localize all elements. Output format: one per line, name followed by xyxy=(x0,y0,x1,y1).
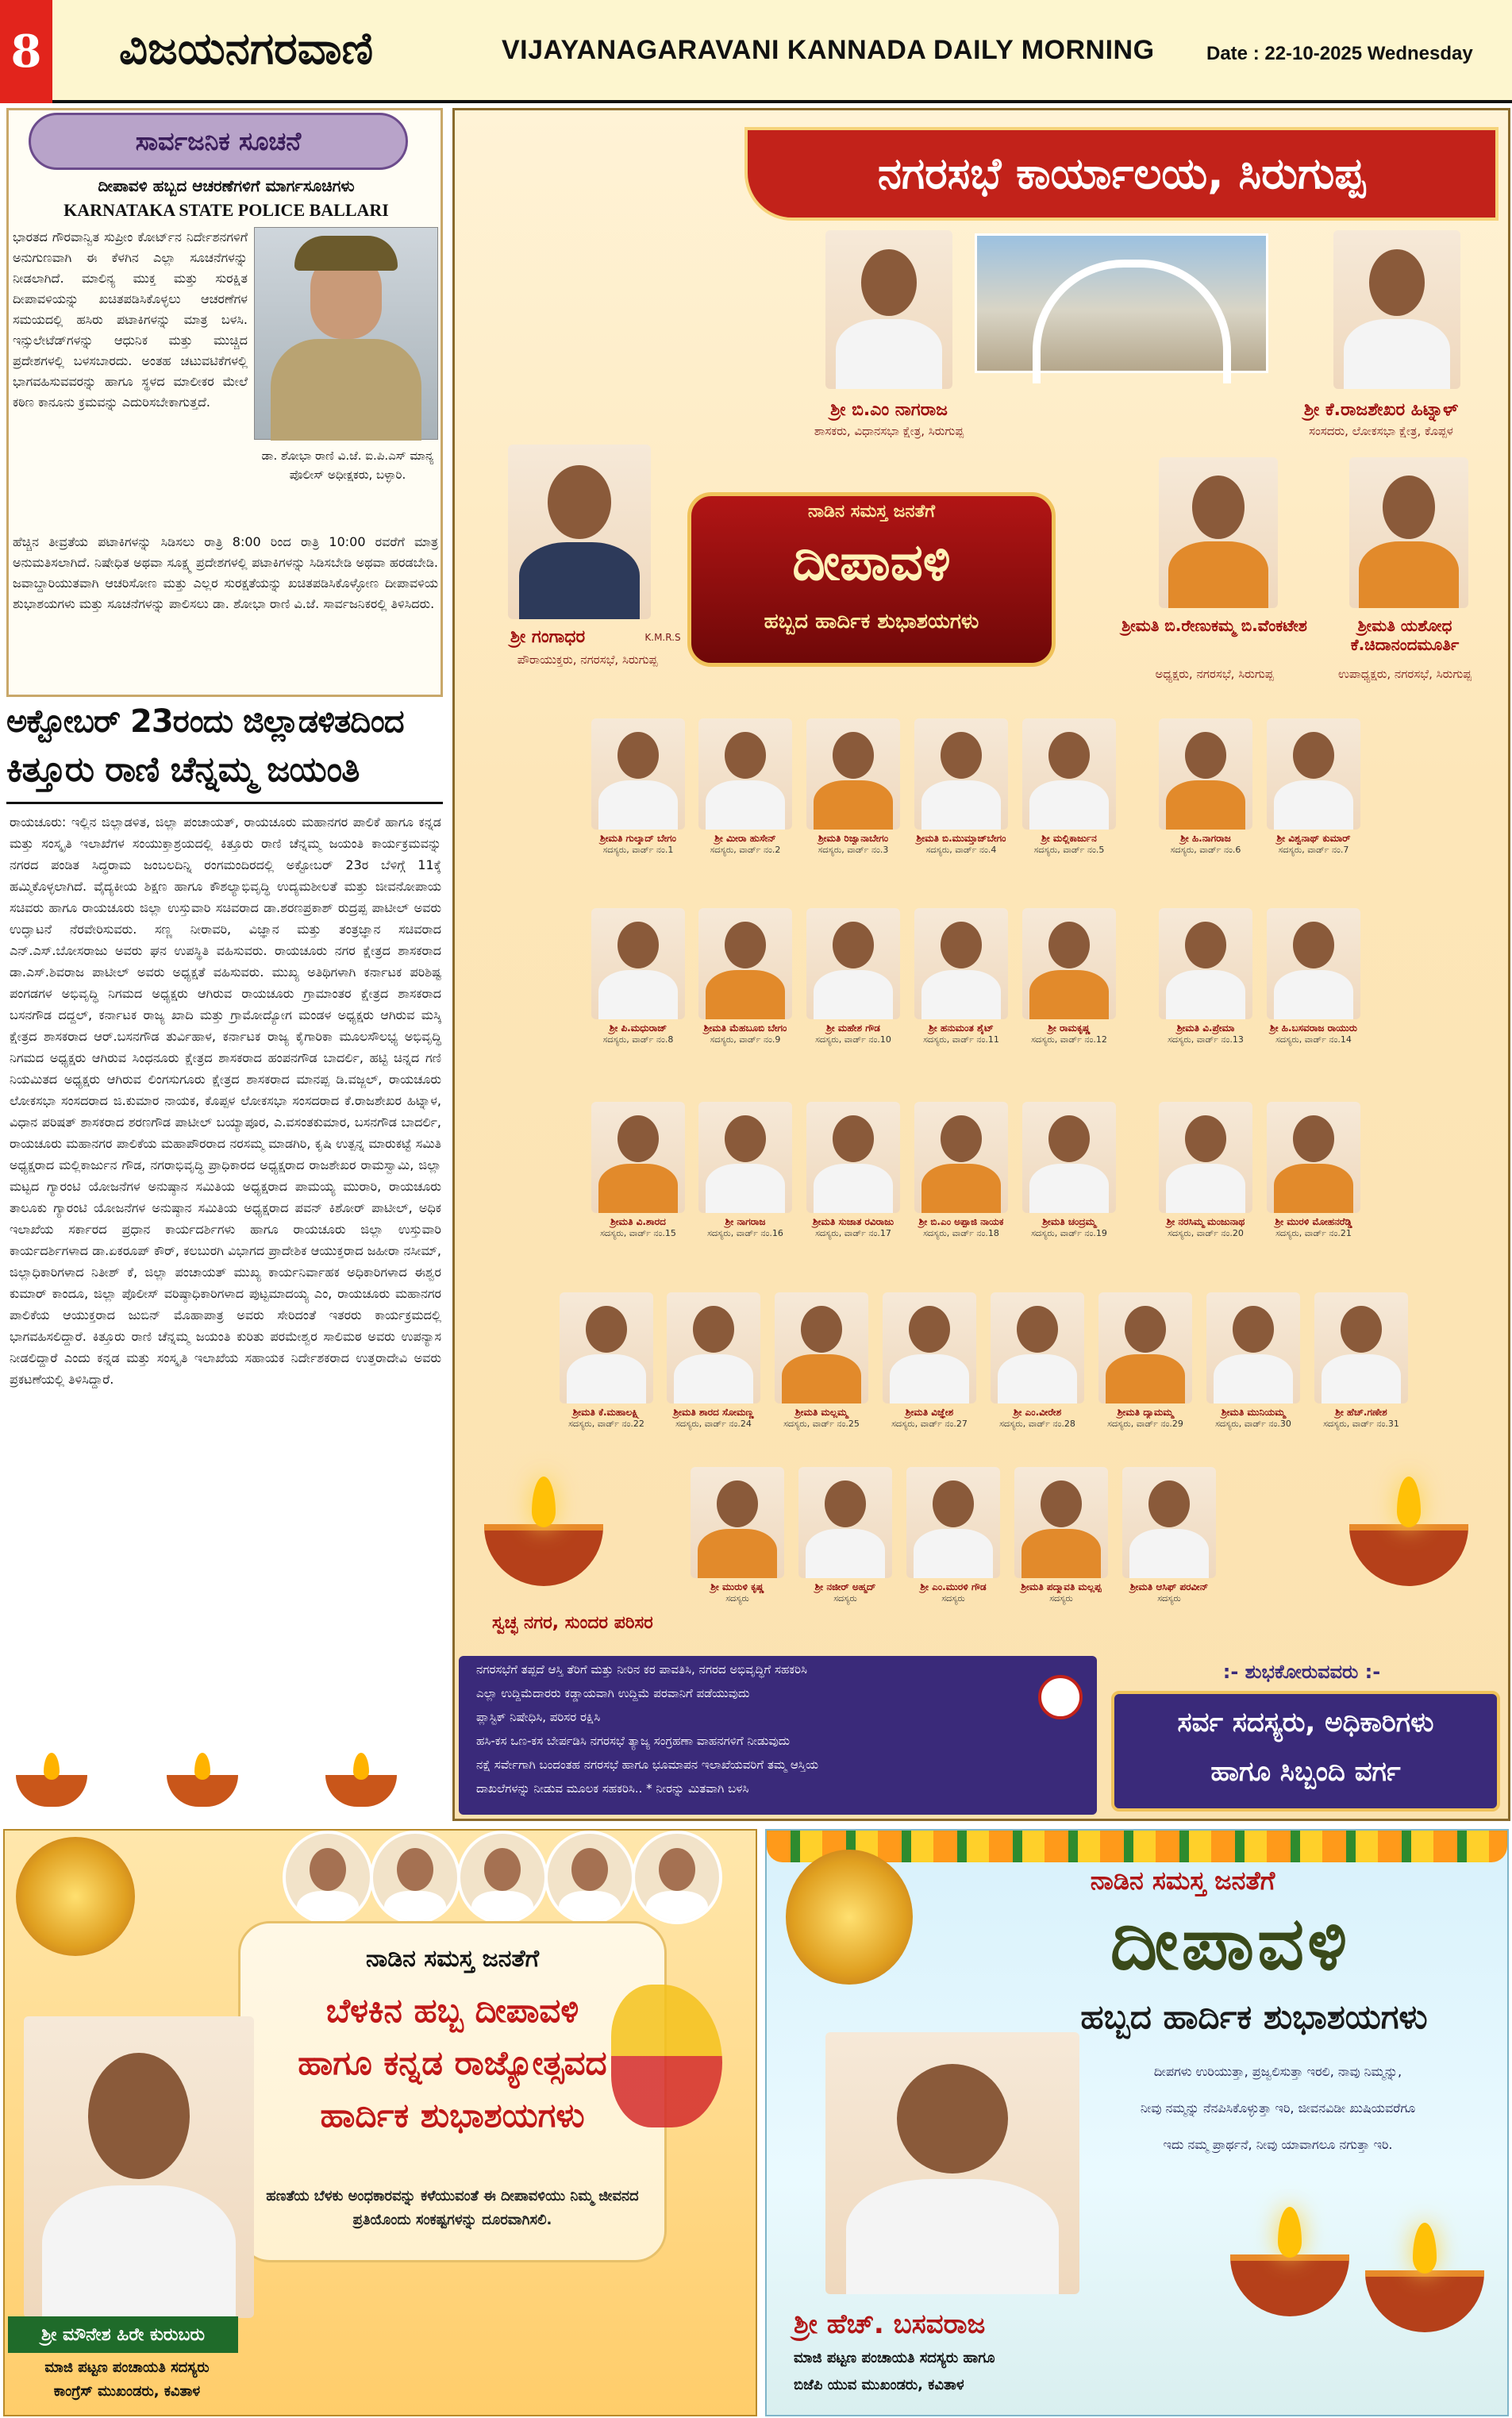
member-card xyxy=(914,908,1008,1045)
member-card xyxy=(1014,1467,1108,1604)
notice-subtitle: ದೀಪಾವಳಿ ಹಬ್ಬದ ಆಚರಣೆಗಳಿಗೆ ಮಾರ್ಗಸೂಚಿಗಳು xyxy=(98,176,355,195)
notice-organization: KARNATAKA STATE POLICE BALLARI xyxy=(63,200,389,220)
member-portrait xyxy=(1098,1292,1192,1403)
member-card xyxy=(1267,1102,1360,1239)
member-ward: ಸದಸ್ಯರು, ವಾರ್ಡ್ ನಂ.30 xyxy=(1215,1419,1291,1429)
member-name: ಶ್ರೀ ಹಿ.ನಾಗರಾಜ xyxy=(1180,833,1231,844)
diya-icon xyxy=(159,1753,246,1808)
member-card xyxy=(1314,1292,1408,1430)
member-portrait xyxy=(914,718,1008,830)
member-ward: ಸದಸ್ಯರು, ವಾರ್ಡ್ ನಂ.31 xyxy=(1323,1419,1399,1429)
member-name: ಶ್ರೀ ನಜೀರ್ ಅಹ್ಮದ್ xyxy=(814,1581,876,1592)
member-card xyxy=(914,718,1008,856)
member-ward: ಸದಸ್ಯರು, ವಾರ್ಡ್ ನಂ.19 xyxy=(1031,1228,1107,1238)
member-card xyxy=(698,908,792,1045)
diya-icon xyxy=(1222,2207,1357,2318)
member-portrait xyxy=(1267,1102,1360,1213)
member-ward: ಸದಸ್ಯರು, ವಾರ್ಡ್ ನಂ.18 xyxy=(923,1228,999,1238)
leader-portrait xyxy=(1333,230,1460,389)
member-card xyxy=(560,1292,653,1430)
member-card xyxy=(591,1102,685,1239)
diya-icon xyxy=(1341,1477,1476,1588)
article-headline-line2: ಕಿತ್ತೂರು ರಾಣಿ ಚೆನ್ನಮ್ಮ ಜಯಂತಿ xyxy=(6,749,360,790)
member-name: ಶ್ರೀಮತಿ ಪದ್ಮಾವತಿ ಮಲ್ಲಪ್ಪ xyxy=(1021,1581,1102,1592)
notice-body-top: ಭಾರತದ ಗೌರವಾನ್ವಿತ ಸುಪ್ರೀಂ ಕೋರ್ಟ್‌ನ ನಿರ್ದೇಶನಗಳಿಗೆ ಅನುಗುಣವಾಗಿ ಈ ಕೆಳಗಿನ ಎಲ್ಲಾ ಸೂಚನೆಗಳನ್ನು ನೀಡಲಾಗಿದೆ. ಮಾಲಿನ್ಯ ಮುಕ್ತ ಮತ್ತು ಸುರಕ್ಷಿತ ದೀಪಾವಳಿಯನ್ನು ಖಚಿತಪಡಿಸಿಕೊಳ್ಳಲು ಆಚರಣೆಗಳ ಸಮಯದಲ್ಲಿ ಹಸಿರು ಪಟಾಕಿಗಳನ್ನು ಮಾತ್ರ ಬಳಸಿ. ಇನ್ಸುಲೇಟೆಡ್‌ಗಳನ್ನು ಆಧುನಿಕ ಮತ್ತು ಮುಚ್ಚಿದ ಪ್ರದೇಶಗಳಲ್ಲಿ ಬಳಸಬಾರದು. ಅಂತಹ ಚಟುವಟಿಕೆಗಳಲ್ಲಿ ಭಾಗವಹಿಸುವವರನ್ನು ಹಾಗೂ ಸ್ಥಳದ ಮಾಲೀಕರ ಮೇಲೆ ಕಠಿಣ ಕಾನೂನು ಕ್ರಮವನ್ನು ಎದುರಿಸಬೇಕಾಗುತ್ತದೆ. xyxy=(13,229,248,410)
member-ward: ಸದಸ್ಯರು, ವಾರ್ಡ್ ನಂ.27 xyxy=(891,1419,968,1429)
member-card xyxy=(1267,908,1360,1045)
notice-title: ಸಾರ್ವಜನಿಕ ಸೂಚನೆ xyxy=(29,113,408,170)
member-card xyxy=(698,1102,792,1239)
member-ward: ಸದಸ್ಯರು, ವಾರ್ಡ್ ನಂ.2 xyxy=(710,845,781,855)
member-card xyxy=(591,908,685,1045)
member-ward: ಸದಸ್ಯರು, ವಾರ್ಡ್ ನಂ.28 xyxy=(999,1419,1075,1429)
member-name: ಶ್ರೀ ಎಂ.ವೀರೇಶ xyxy=(1013,1407,1062,1418)
member-name: ಶ್ರೀಮತಿ ಕೆ.ಮಹಾಲಕ್ಷ್ಮಿ xyxy=(572,1407,641,1418)
member-name: ಶ್ರೀ ನರಸಿಮ್ಮ ಮಂಜುನಾಥ xyxy=(1166,1216,1245,1227)
greeters-line2: ಹಾಗೂ ಸಿಬ್ಬಂದಿ ವರ್ಗ xyxy=(1210,1756,1401,1788)
lakshmi-image xyxy=(786,1850,913,1985)
member-ward: ಸದಸ್ಯರು, ವಾರ್ಡ್ ನಂ.1 xyxy=(602,845,674,855)
leader-name: ಶ್ರೀ ಗಂಗಾಧರ xyxy=(510,627,586,647)
issue-date: Date : 22-10-2025 Wednesday xyxy=(1206,43,1473,64)
member-ward: ಸದಸ್ಯರು xyxy=(1157,1593,1181,1604)
leader-role: ಶಾಸಕರು, ವಿಧಾನಸಭಾ ಕ್ಷೇತ್ರ, ಸಿರುಗುಪ್ಪ xyxy=(814,424,964,438)
diya-icon xyxy=(317,1753,405,1808)
member-name: ಶ್ರೀಮತಿ ಗುಲ್ಶಾದ್ ಬೇಗಂ xyxy=(600,833,676,844)
sponsor-name: ಶ್ರೀ ಮೌನೇಶ ಹಿರೇ ಕುರುಬರು xyxy=(8,2316,238,2353)
member-card xyxy=(1206,1292,1300,1430)
member-card xyxy=(806,1102,900,1239)
member-portrait xyxy=(698,718,792,830)
article-headline-line1: ಅಕ್ಟೋಬರ್ 23ರಂದು ಜಿಲ್ಲಾಡಳಿತದಿಂದ xyxy=(6,703,404,740)
member-name: ಶ್ರೀ ನಾಗರಾಜ xyxy=(725,1216,766,1227)
sponsor-role: ಬಿಜೆಪಿ ಯುವ ಮುಖಂಡರು, ಕವಿತಾಳ xyxy=(794,2377,964,2393)
info-line: ಪ್ಲಾಸ್ಟಿಕ್ ನಿಷೇಧಿಸಿ, ಪರಿಸರ ರಕ್ಷಿಸಿ xyxy=(476,1710,601,1724)
member-card xyxy=(691,1467,784,1604)
member-ward: ಸದಸ್ಯರು, ವಾರ್ಡ್ ನಂ.22 xyxy=(568,1419,644,1429)
greeting-preface: ನಾಡಿನ ಸಮಸ್ತ ಜನತೆಗೆ xyxy=(365,1945,540,1973)
greeting-line3: ಹಾರ್ದಿಕ ಶುಭಾಶಯಗಳು xyxy=(320,2096,585,2135)
greeting-verse-line: ದೀಪಗಳು ಉರಿಯುತ್ತಾ, ಪ್ರಜ್ವಲಿಸುತ್ತಾ ಇರಲಿ, ನಾವು ನಿಮ್ಮನ್ನು, xyxy=(1153,2064,1402,2079)
diya-decoration-row xyxy=(0,1737,443,1816)
member-ward: ಸದಸ್ಯರು, ವಾರ್ಡ್ ನಂ.11 xyxy=(923,1034,999,1045)
sponsor-portrait xyxy=(825,2032,1079,2294)
member-portrait xyxy=(806,908,900,1019)
greeting-verse-line: ನೀವು ನಮ್ಮನ್ನು ನೆನಪಿಸಿಕೊಳ್ಳುತ್ತಾ ಇರಿ, ಜೀವನವಿಡೀ ಖುಷಿಯವರೆಗೂ xyxy=(1140,2100,1416,2116)
info-line: ನಗರಸಭೆಗೆ ತಪ್ಪದೆ ಆಸ್ತಿ ತೆರಿಗೆ ಮತ್ತು ನೀರಿನ ಕರ ಪಾವತಿಸಿ, ನಗರದ ಅಭಿವೃದ್ಧಿಗೆ ಸಹಕರಿಸಿ xyxy=(476,1662,808,1677)
member-portrait xyxy=(991,1292,1084,1403)
masthead-english: VIJAYANAGARAVANI KANNADA DAILY MORNING xyxy=(502,35,1155,65)
member-name: ಶ್ರೀ ಪಿ.ಮಧುರಾಜ್ xyxy=(609,1022,668,1034)
member-card xyxy=(1122,1467,1216,1604)
member-ward: ಸದಸ್ಯರು xyxy=(833,1593,857,1604)
member-name: ಶ್ರೀಮತಿ ವಿ.ಪ್ರೇಮಾ xyxy=(1176,1022,1235,1034)
leader-portrait xyxy=(1159,457,1278,608)
lakshmi-image xyxy=(16,1837,135,1956)
member-portrait xyxy=(914,908,1008,1019)
member-name: ಶ್ರೀಮತಿ ವಿ.ಶಾರದ xyxy=(610,1216,666,1227)
member-ward: ಸದಸ್ಯರು, ವಾರ್ಡ್ ನಂ.14 xyxy=(1275,1034,1352,1045)
member-ward: ಸದಸ್ಯರು, ವಾರ್ಡ್ ನಂ.3 xyxy=(818,845,889,855)
member-portrait xyxy=(560,1292,653,1403)
member-portrait xyxy=(906,1467,1000,1578)
member-portrait xyxy=(1159,908,1252,1019)
member-card xyxy=(775,1292,868,1430)
member-portrait xyxy=(1022,908,1116,1019)
sponsor-portrait xyxy=(24,2016,254,2318)
member-ward: ಸದಸ್ಯರು, ವಾರ್ಡ್ ನಂ.15 xyxy=(600,1228,676,1238)
member-card xyxy=(906,1467,1000,1604)
member-name: ಶ್ರೀಮತಿ ಆಸಿಫ್ ಪರವೀನ್ xyxy=(1129,1581,1209,1592)
member-name: ಶ್ರೀ ಮುರುಳಿ ಕೃಷ್ಣ xyxy=(710,1581,764,1592)
member-portrait xyxy=(1314,1292,1408,1403)
greeting-preface: ನಾಡಿನ ಸಮಸ್ತ ಜನತೆಗೆ xyxy=(1090,1865,1275,1896)
info-line: ಎಲ್ಲಾ ಉದ್ದಿಮೆದಾರರು ಕಡ್ಡಾಯವಾಗಿ ಉದ್ದಿಮೆ ಪರವಾನಿಗೆ ಪಡೆಯುವುದು xyxy=(476,1686,750,1700)
member-portrait xyxy=(1267,908,1360,1019)
member-ward: ಸದಸ್ಯರು, ವಾರ್ಡ್ ನಂ.4 xyxy=(925,845,997,855)
officer-caption: ಡಾ. ಶೋಭಾ ರಾಣಿ ವಿ.ಜೆ. ಐ.ಪಿ.ಎಸ್ ಮಾನ್ಯ ಪೊಲೀಸ್ ಅಧೀಕ್ಷಕರು, ಬಳ್ಳಾರಿ. xyxy=(261,449,434,482)
member-portrait xyxy=(698,908,792,1019)
member-ward: ಸದಸ್ಯರು, ವಾರ್ಡ್ ನಂ.25 xyxy=(783,1419,860,1429)
greeters-line1: ಸರ್ವ ಸದಸ್ಯರು, ಅಧಿಕಾರಿಗಳು xyxy=(1177,1707,1434,1738)
member-portrait xyxy=(883,1292,976,1403)
greeting-line2: ಹಾಗೂ ಕನ್ನಡ ರಾಜ್ಯೋತ್ಸವದ xyxy=(298,2043,607,2082)
sponsor-role: ಮಾಜಿ ಪಟ್ಟಣ ಪಂಚಾಯತಿ ಸದಸ್ಯರು xyxy=(44,2359,210,2376)
member-ward: ಸದಸ್ಯರು xyxy=(1049,1593,1073,1604)
member-ward: ಸದಸ್ಯರು, ವಾರ್ಡ್ ನಂ.8 xyxy=(602,1034,674,1045)
leader-role: ಉಪಾಧ್ಯಕ್ಷರು, ನಗರಸಭೆ, ಸಿರುಗುಪ್ಪ xyxy=(1338,667,1472,681)
member-ward: ಸದಸ್ಯರು, ವಾರ್ಡ್ ನಂ.5 xyxy=(1033,845,1105,855)
member-name: ಶ್ರೀಮತಿ ಮಲ್ಲಮ್ಮ xyxy=(794,1407,848,1418)
sponsor-role: ಕಾಂಗ್ರೆಸ್ ಮುಖಂಡರು, ಕವಿತಾಳ xyxy=(53,2383,201,2400)
greeting-preface: ನಾಡಿನ ಸಮಸ್ತ ಜನತೆಗೆ xyxy=(808,502,935,522)
council-office-photo xyxy=(975,233,1268,373)
leader-name: ಶ್ರೀಮತಿ ಯಶೋಧ ಕೆ.ಚಿದಾನಂದಮೂರ್ತಿ xyxy=(1350,616,1460,654)
headline-divider xyxy=(6,802,443,804)
diya-icon xyxy=(476,1477,611,1588)
member-ward: ಸದಸ್ಯರು, ವಾರ್ಡ್ ನಂ.21 xyxy=(1275,1228,1352,1238)
member-name: ಶ್ರೀ ಹೆಚ್.ಗಣೇಶ xyxy=(1335,1407,1387,1418)
member-ward: ಸದಸ್ಯರು, ವಾರ್ಡ್ ನಂ.24 xyxy=(675,1419,752,1429)
member-name: ಶ್ರೀಮತಿ ಚಂದ್ರಮ್ಮ xyxy=(1042,1216,1096,1227)
info-line: ನಕ್ಷೆ ಸರ್ವೇಗಾಗಿ ಬಂದಂತಹ ನಗರಸಭೆ ಹಾಗೂ ಭೂಮಾಪನ ಇಲಾಖೆಯವರಿಗೆ ತಮ್ಮ ಆಸ್ತಿಯ xyxy=(476,1758,819,1772)
info-line: ದಾಖಲೆಗಳನ್ನು ನೀಡುವ ಮೂಲಕ ಸಹಕರಿಸಿ.. * ನೀರನ್ನು ಮಿತವಾಗಿ ಬಳಸಿ xyxy=(476,1781,749,1796)
member-ward: ಸದಸ್ಯರು, ವಾರ್ಡ್ ನಂ.16 xyxy=(707,1228,783,1238)
council-banner: ನಗರಸಭೆ ಕಾರ್ಯಾಲಯ, ಸಿರುಗುಪ್ಪ xyxy=(744,127,1499,221)
member-name: ಶ್ರೀ ಮುರಳಿ ಮೋಹನರೆಡ್ಡಿ xyxy=(1275,1216,1352,1227)
member-ward: ಸದಸ್ಯರು, ವಾರ್ಡ್ ನಂ.20 xyxy=(1168,1228,1244,1238)
member-name: ಶ್ರೀಮತಿ ರಿಜ್ವಾನಾಬೇಗಂ xyxy=(818,833,889,844)
member-card xyxy=(798,1467,892,1604)
leader-thumbnail xyxy=(632,1831,722,1924)
leader-name: ಶ್ರೀಮತಿ ಬಿ.ರೇಣುಕಮ್ಮ ಬಿ.ವೆಂಕಟೇಶ xyxy=(1121,616,1307,635)
member-portrait xyxy=(914,1102,1008,1213)
greeters-label: :- ಶುಭಕೋರುವವರು :- xyxy=(1222,1661,1381,1683)
member-portrait xyxy=(698,1102,792,1213)
member-card xyxy=(883,1292,976,1430)
member-card xyxy=(1022,718,1116,856)
member-ward: ಸದಸ್ಯರು, ವಾರ್ಡ್ ನಂ.9 xyxy=(710,1034,781,1045)
member-ward: ಸದಸ್ಯರು xyxy=(941,1593,965,1604)
member-portrait xyxy=(1267,718,1360,830)
member-portrait xyxy=(1022,718,1116,830)
member-card xyxy=(591,718,685,856)
member-name: ಶ್ರೀ ಮಲ್ಲಿಕಾರ್ಜುನ xyxy=(1041,833,1097,844)
member-name: ಶ್ರೀ ಎಂ.ಮುರಳಿ ಗೌಡ xyxy=(920,1581,987,1592)
member-portrait xyxy=(1022,1102,1116,1213)
leader-portrait xyxy=(1349,457,1468,608)
clean-city-tagline: ಸ್ವಚ್ಛ ನಗರ, ಸುಂದರ ಪರಿಸರ xyxy=(492,1613,653,1633)
member-card xyxy=(1267,718,1360,856)
page-number: 8 xyxy=(0,0,52,103)
greeting-title: ದೀಪಾವಳಿ xyxy=(1110,1900,1351,1986)
member-name: ಶ್ರೀಮತಿ ಬಿ.ಮುಮ್ತಾಜ್‌ಬೇಗಂ xyxy=(916,833,1006,844)
member-card xyxy=(1022,908,1116,1045)
member-card xyxy=(667,1292,760,1430)
leader-thumbnail xyxy=(457,1831,548,1924)
leader-thumbnail xyxy=(283,1831,373,1924)
member-portrait xyxy=(775,1292,868,1403)
member-card xyxy=(991,1292,1084,1430)
notice-body-bottom: ಹೆಚ್ಚಿನ ತೀವ್ರತೆಯ ಪಟಾಕಿಗಳನ್ನು ಸಿಡಿಸಲು ರಾತ್ರಿ 8:00 ರಿಂದ ರಾತ್ರಿ 10:00 ರವರೆಗೆ ಮಾತ್ರ ಅನುಮತಿಸಲಾಗಿದೆ. ನಿಷೇಧಿತ ಅಥವಾ ಸೂಕ್ಷ್ಮ ಪ್ರದೇಶಗಳಲ್ಲಿ ಪಟಾಕಿಗಳನ್ನು ಸಿಡಿಸಬೇಡಿ ಅಥವಾ ಹರಡಬೇಡಿ. ಜವಾಬ್ದಾರಿಯುತವಾಗಿ ಆಚರಿಸೋಣ ಮತ್ತು ಎಲ್ಲರ ಸುರಕ್ಷತೆಯನ್ನು ಖಚಿತಪಡಿಸಿಕೊಳ್ಳೋಣ ದೀಪಾವಳಿಯ ಶುಭಾಶಯಗಳು ಮತ್ತು ಸೂಚನೆಗಳನ್ನು ಪಾಲಿಸಲು ಡಾ. ಶೋಭಾ ರಾಣಿ ವಿ.ಜೆ. ಸಾರ್ವಜನಿಕರಲ್ಲಿ ತಿಳಿಸಿದರು. xyxy=(13,534,438,611)
leader-role: ಅಧ್ಯಕ್ಷರು, ನಗರಸಭೆ, ಸಿರುಗುಪ್ಪ xyxy=(1155,667,1274,681)
member-name: ಶ್ರೀ ಹಿ.ಬಸವರಾಜ ರಾಯುರು xyxy=(1270,1022,1357,1034)
greeting-note: ಹಣತೆಯ ಬೆಳಕು ಅಂಧಕಾರವನ್ನು ಕಳೆಯುವಂತೆ ಈ ದೀಪಾವಳಿಯು ನಿಮ್ಮ ಜೀವನದ ಪ್ರತಿಯೊಂದು ಸಂಕಷ್ಟಗಳನ್ನು ದೂರವಾಗಿಸಲಿ. xyxy=(266,2188,639,2228)
member-name: ಶ್ರೀ ಬಿ.ಎಂ ಅಪ್ಪಾಜಿ ನಾಯಕ xyxy=(918,1216,1004,1227)
member-portrait xyxy=(591,1102,685,1213)
sponsor-name: ಶ್ರೀ ಹೆಚ್. ಬಸವರಾಜ xyxy=(794,2308,986,2340)
member-portrait xyxy=(806,718,900,830)
diya-icon xyxy=(8,1753,95,1808)
member-name: ಶ್ರೀಮತಿ ಮುನಿಯಮ್ಮ xyxy=(1221,1407,1286,1418)
sponsor-role: ಮಾಜಿ ಪಟ್ಟಣ ಪಂಚಾಯತಿ ಸದಸ್ಯರು ಹಾಗೂ xyxy=(794,2350,995,2366)
greeting-subtitle: ಹಬ್ಬದ ಹಾರ್ದಿಕ ಶುಭಾಶಯಗಳು xyxy=(1080,1997,1428,2036)
article-body: ರಾಯಚೂರು: ಇಲ್ಲಿನ ಜಿಲ್ಲಾಡಳಿತ, ಜಿಲ್ಲಾ ಪಂಚಾಯತ್, ರಾಯಚೂರು ಮಹಾನಗರ ಪಾಲಿಕೆ ಹಾಗೂ ಕನ್ನಡ ಮತ್ತು ಸಂಸ್ಕೃತಿ ಇಲಾಖೆಗಳ ಸಂಯುಕ್ತಾಶ್ರಯದಲ್ಲಿ ಕಿತ್ತೂರು ರಾಣಿ ಚೆನ್ನಮ್ಮ ಜಯಂತಿ ಕಾರ್ಯಕ್ರಮವನ್ನು ನಗರದ ಪಂಡಿತ ಸಿದ್ಧರಾಮ ಜಂಬಲದಿನ್ನಿ ರಂಗಮಂದಿರದಲ್ಲಿ ಅಕ್ಟೋಬರ್ 23ರ ಬೆಳಿಗ್ಗೆ 11ಕ್ಕೆ ಹಮ್ಮಿಕೊಳ್ಳಲಾಗಿದೆ. ವೈದ್ಯಕೀಯ ಶಿಕ್ಷಣ ಹಾಗೂ ಕೌಶಲ್ಯಾಭಿವೃದ್ಧಿ ಉದ್ಯಮಶೀಲತೆ ಮತ್ತು ಜೀವನೋಪಾಯ ಸಚಿವರು ಹಾಗೂ ರಾಯಚೂರು ಜಿಲ್ಲಾ ಉಸ್ತುವಾರಿ ಸಚಿವರಾದ ಡಾ.ಶರಣಪ್ರಕಾಶ್ ರುದ್ರಪ್ಪ ಪಾಟೀಲ್ ಅವರು ಉದ್ಘಾಟನೆ ನೆರವೇರಿಸುವರು. ಸಣ್ಣ ನೀರಾವರಿ, ವಿಜ್ಞಾನ ಮತ್ತು ತಂತ್ರಜ್ಞಾನ ಸಚಿವರಾದ ಎನ್.ಎಸ್.ಬೋಸರಾಜು ಅವರು ಘನ ಉಪಸ್ಥಿತಿ ವಹಿಸುವರು. ರಾಯಚೂರು ನಗರ ಕ್ಷೇತ್ರದ ಶಾಸಕರಾದ ಡಾ.ಎಸ್.ಶಿವರಾಜ ಪಾಟೀಲ್ ಅವರು ಅಧ್ಯಕ್ಷತೆ ವಹಿಸುವರು. ಮುಖ್ಯ ಅತಿಥಿಗಳಾಗಿ ಕರ್ನಾಟಕ ಪರಿಶಿಷ್ಟ ಪಂಗಡಗಳ ಅಭಿವೃದ್ಧಿ ನಿಗಮದ ಅಧ್ಯಕ್ಷರು ಆಗಿರುವ ರಾಯಚೂರು ಗ್ರಾಮಾಂತರ ಕ್ಷೇತ್ರದ ಶಾಸಕರಾದ ಬಸನಗೌಡ ದದ್ದಲ್, ಕರ್ನಾಟಕ ರಾಜ್ಯ ಖಾದಿ ಮತ್ತು ಗ್ರಾಮೋದ್ಯೋಗ ಮಂಡಳ ಅಧ್ಯಕ್ಷರು ಆಗಿರುವ ಮಸ್ಕಿ ಕ್ಷೇತ್ರದ ಶಾಸಕರಾದ ಆರ್.ಬಸನಗೌಡ ತುರ್ವಿಹಾಳ, ಕರ್ನಾಟಕ ರಾಜ್ಯ ಕೈಗಾರಿಕಾ ಮೂಲಸೌಲಭ್ಯ ಅಭಿವೃದ್ಧಿ ನಿಗಮದ ಅಧ್ಯಕ್ಷರು ಆಗಿರುವ ಸಿಂಧನೂರು ಕ್ಷೇತ್ರದ ಶಾಸಕರಾದ ಹಂಪನಗೌಡ ಬಾದರ್ಲಿ, ಹಟ್ಟಿ ಚಿನ್ನದ ಗಣಿ ನಿಯಮಿತದ ಅಧ್ಯಕ್ಷರು ಆಗಿರುವ ಲಿಂಗಸುಗೂರು ಕ್ಷೇತ್ರದ ಶಾಸಕರಾದ ಮಾನಪ್ಪ ಡಿ.ವಜ್ಜಲ್, ರಾಯಚೂರು ಲೋಕಸಭಾ ಸಂಸದರಾದ ಜಿ.ಕುಮಾರ ನಾಯಕ, ಕೊಪ್ಪಳ ಲೋಕಸಭಾ ಸಂಸದರಾದ ಕೆ.ರಾಜಶೇಖರ ಹಿಟ್ನಾಳ, ವಿಧಾನ ಪರಿಷತ್ ಶಾಸಕರಾದ ಶರಣಗೌಡ ಪಾಟೀಲ್ ಬಯ್ಯಾಪೂರ, ಎ.ವಸಂತಕುಮಾರ, ಬಸನಗೌಡ ಬಾದರ್ಲಿ, ರಾಯಚೂರು ಮಹಾನಗರ ಪಾಲಿಕೆಯ ಮಹಾಪೌರರಾದ ನರಸಮ್ಮ ಮಾಡಗಿರಿ, ಕೃಷಿ ಉತ್ಪನ್ನ ಮಾರುಕಟ್ಟೆ ಸಮಿತಿ ಅಧ್ಯಕ್ಷರಾದ ಮಲ್ಲಿಕಾರ್ಜುನ ಗೌಡ, ನಗರಾಭಿವೃದ್ಧಿ ಪ್ರಾಧಿಕಾರದ ಅಧ್ಯಕ್ಷರಾದ ರಾಜಶೇಖರ ರಾಮಸ್ವಾಮಿ, ಜಿಲ್ಲಾ ಮಟ್ಟದ ಗ್ಯಾರಂಟಿ ಯೋಜನೆಗಳ ಅನುಷ್ಠಾನ ಸಮಿತಿಯ ಅಧ್ಯಕ್ಷರಾದ ಪಾಮಯ್ಯ ಮುರಾರಿ, ರಾಯಚೂರು ತಾಲೂಕು ಗ್ಯಾರಂಟಿ ಯೋಜನೆಗಳ ಅನುಷ್ಠಾನ ಸಮಿತಿಯ ಅಧ್ಯಕ್ಷರಾದ ಪವನ್ ಕಿಶೋರ್ ಪಾಟೀಲ್, ಅಧಿಕ ಇಲಾಖೆಯ ಸರ್ಕಾರದ ಪ್ರಧಾನ ಕಾರ್ಯದರ್ಶಿಗಳು ಹಾಗೂ ರಾಯಚೂರು ಜಿಲ್ಲಾ ಉಸ್ತುವಾರಿ ಕಾರ್ಯದರ್ಶಿಗಳಾದ ಡಾ.ಏಕರೂಪ್ ಕೌರ್, ಕಲಬುರಗಿ ವಿಭಾಗದ ಪ್ರಾದೇಶಿಕ ಆಯುಕ್ತರಾದ ಜಹೀರಾ ನಸೀಮ್, ಜಿಲ್ಲಾಧಿಕಾರಿಗಳಾದ ನಿತೀಶ್ ಕೆ, ಜಿಲ್ಲಾ ಪಂಚಾಯತ್ ಮುಖ್ಯ ಕಾರ್ಯನಿರ್ವಾಹಕ ಅಧಿಕಾರಿಗಳಾದ ಈಶ್ವರ ಕುಮಾರ್ ಕಾಂದೂ, ಜಿಲ್ಲಾ ಪೊಲೀಸ್ ವರಿಷ್ಠಾಧಿಕಾರಿಗಳಾದ ಪುಟ್ಟಮಾದಯ್ಯ ಎಂ, ರಾಯಚೂರು ಮಹಾನಗರ ಪಾಲಿಕೆಯ ಆಯುಕ್ತರಾದ ಜುಬಿನ್ ಮೊಹಾಪಾತ್ರ ಅವರು ಸೇರಿದಂತೆ ಇತರರು ಕಾರ್ಯಕ್ರಮದಲ್ಲಿ ಭಾಗವಹಿಸಲಿದ್ದಾರೆ. ಕಿತ್ತೂರು ರಾಣಿ ಚೆನ್ನಮ್ಮ ಜಯಂತಿ ಕುರಿತು ಪರಮೇಶ್ವರ ಸಾಲಿಮಠ ಅವರು ಉಪನ್ಯಾಸ ನೀಡಲಿದ್ದಾರೆ ಎಂದು ಕನ್ನಡ ಮತ್ತು ಸಂಸ್ಕೃತಿ ಇಲಾಖೆಯ ಸಹಾಯಕ ನಿರ್ದೇಶಕರಾದ ಉತ್ತರಾದೇವಿ ಅವರು ಪ್ರಕಟಣೆಯಲ್ಲಿ ತಿಳಿಸಿದ್ದಾರೆ. xyxy=(10,814,441,1387)
leader-portrait xyxy=(825,230,952,389)
member-name: ಶ್ರೀ ಮೀರಾ ಹುಸೇನ್ xyxy=(714,833,776,844)
member-ward: ಸದಸ್ಯರು, ವಾರ್ಡ್ ನಂ.13 xyxy=(1168,1034,1244,1045)
member-portrait xyxy=(1122,1467,1216,1578)
member-name: ಶ್ರೀ ಹನುಮಂತ ಶೈಟ್ xyxy=(929,1022,994,1034)
leader-tag: K.M.R.S xyxy=(644,632,681,643)
member-portrait xyxy=(798,1467,892,1578)
leader-thumbnail xyxy=(370,1831,460,1924)
member-portrait xyxy=(1014,1467,1108,1578)
leader-thumbnail xyxy=(544,1831,635,1924)
greeting-verse-line: ಇದು ನಮ್ಮ ಪ್ರಾರ್ಥನೆ, ನೀವು ಯಾವಾಗಲೂ ನಗುತ್ತಾ ಇರಿ. xyxy=(1163,2137,1393,2152)
member-name: ಶ್ರೀ ವಿಶ್ವನಾಥ್ ಕುಮಾರ್ xyxy=(1276,833,1351,844)
leader-role: ಸಂಸದರು, ಲೋಕಸಭಾ ಕ್ಷೇತ್ರ, ಕೊಪ್ಪಳ xyxy=(1309,424,1453,438)
member-portrait xyxy=(1206,1292,1300,1403)
leader-name: ಶ್ರೀ ಬಿ.ಎಂ ನಾಗರಾಜ xyxy=(830,400,948,420)
officer-photo xyxy=(254,227,438,440)
member-portrait xyxy=(806,1102,900,1213)
member-name: ಶ್ರೀಮತಿ ದ್ಯಾಮಮ್ಮ xyxy=(1117,1407,1174,1418)
member-card xyxy=(1098,1292,1192,1430)
member-ward: ಸದಸ್ಯರು, ವಾರ್ಡ್ ನಂ.29 xyxy=(1107,1419,1183,1429)
member-ward: ಸದಸ್ಯರು, ವಾರ್ಡ್ ನಂ.12 xyxy=(1031,1034,1107,1045)
member-portrait xyxy=(1159,718,1252,830)
member-name: ಶ್ರೀಮತಿ ಸುಜಾತ ರವಿರಾಜು xyxy=(812,1216,895,1227)
member-name: ಶ್ರೀಮತಿ ವಿಜ್ಞೇಶ xyxy=(905,1407,954,1418)
member-portrait xyxy=(1159,1102,1252,1213)
member-name: ಶ್ರೀ ಮಹೇಶ ಗೌಡ xyxy=(826,1022,880,1034)
member-portrait xyxy=(667,1292,760,1403)
member-portrait xyxy=(591,718,685,830)
member-ward: ಸದಸ್ಯರು, ವಾರ್ಡ್ ನಂ.6 xyxy=(1170,845,1241,855)
member-portrait xyxy=(691,1467,784,1578)
member-card xyxy=(1159,718,1252,856)
member-card xyxy=(1159,908,1252,1045)
member-card xyxy=(1022,1102,1116,1239)
greeting-title: ದೀಪಾವಳಿ xyxy=(792,533,951,592)
member-ward: ಸದಸ್ಯರು, ವಾರ್ಡ್ ನಂ.10 xyxy=(815,1034,891,1045)
masthead-kannada: ವಿಜಯನಗರವಾಣಿ xyxy=(119,22,374,75)
info-line: ಹಸಿ-ಕಸ ಒಣ-ಕಸ ಬೇರ್ಪಡಿಸಿ ನಗರಸಭೆ ತ್ಯಾಜ್ಯ ಸಂಗ್ರಹಣಾ ವಾಹನಗಳಿಗೆ ನೀಡುವುದು xyxy=(476,1734,791,1748)
leader-portrait xyxy=(508,445,651,619)
leader-name: ಶ್ರೀ ಕೆ.ರಾಜಶೇಖರ ಹಿಟ್ನಾಳ್ xyxy=(1303,400,1459,420)
member-portrait xyxy=(591,908,685,1019)
member-ward: ಸದಸ್ಯರು, ವಾರ್ಡ್ ನಂ.7 xyxy=(1278,845,1349,855)
leader-role: ಪೌರಾಯುಕ್ತರು, ನಗರಸಭೆ, ಸಿರುಗುಪ್ಪ xyxy=(517,653,658,667)
member-name: ಶ್ರೀ ರಾಮಕೃಷ್ಣ xyxy=(1048,1022,1091,1034)
member-card xyxy=(1159,1102,1252,1239)
greeting-subtitle: ಹಬ್ಬದ ಹಾರ್ದಿಕ ಶುಭಾಶಯಗಳು xyxy=(764,610,979,633)
member-name: ಶ್ರೀಮತಿ ಮೆಹಬೂಬಿ ಬೇಗಂ xyxy=(703,1022,787,1034)
diya-icon xyxy=(1357,2223,1492,2334)
member-card xyxy=(914,1102,1008,1239)
member-ward: ಸದಸ್ಯರು xyxy=(725,1593,749,1604)
member-card xyxy=(806,908,900,1045)
member-card xyxy=(698,718,792,856)
no-plastic-icon xyxy=(1038,1675,1083,1719)
greeting-line1: ಬೆಳಕಿನ ಹಬ್ಬ ದೀಪಾವಳಿ xyxy=(325,1991,579,2030)
member-ward: ಸದಸ್ಯರು, ವಾರ್ಡ್ ನಂ.17 xyxy=(815,1228,891,1238)
member-card xyxy=(806,718,900,856)
member-name: ಶ್ರೀಮತಿ ಶಾರದ ಸೋಮಣ್ಣ xyxy=(673,1407,754,1418)
